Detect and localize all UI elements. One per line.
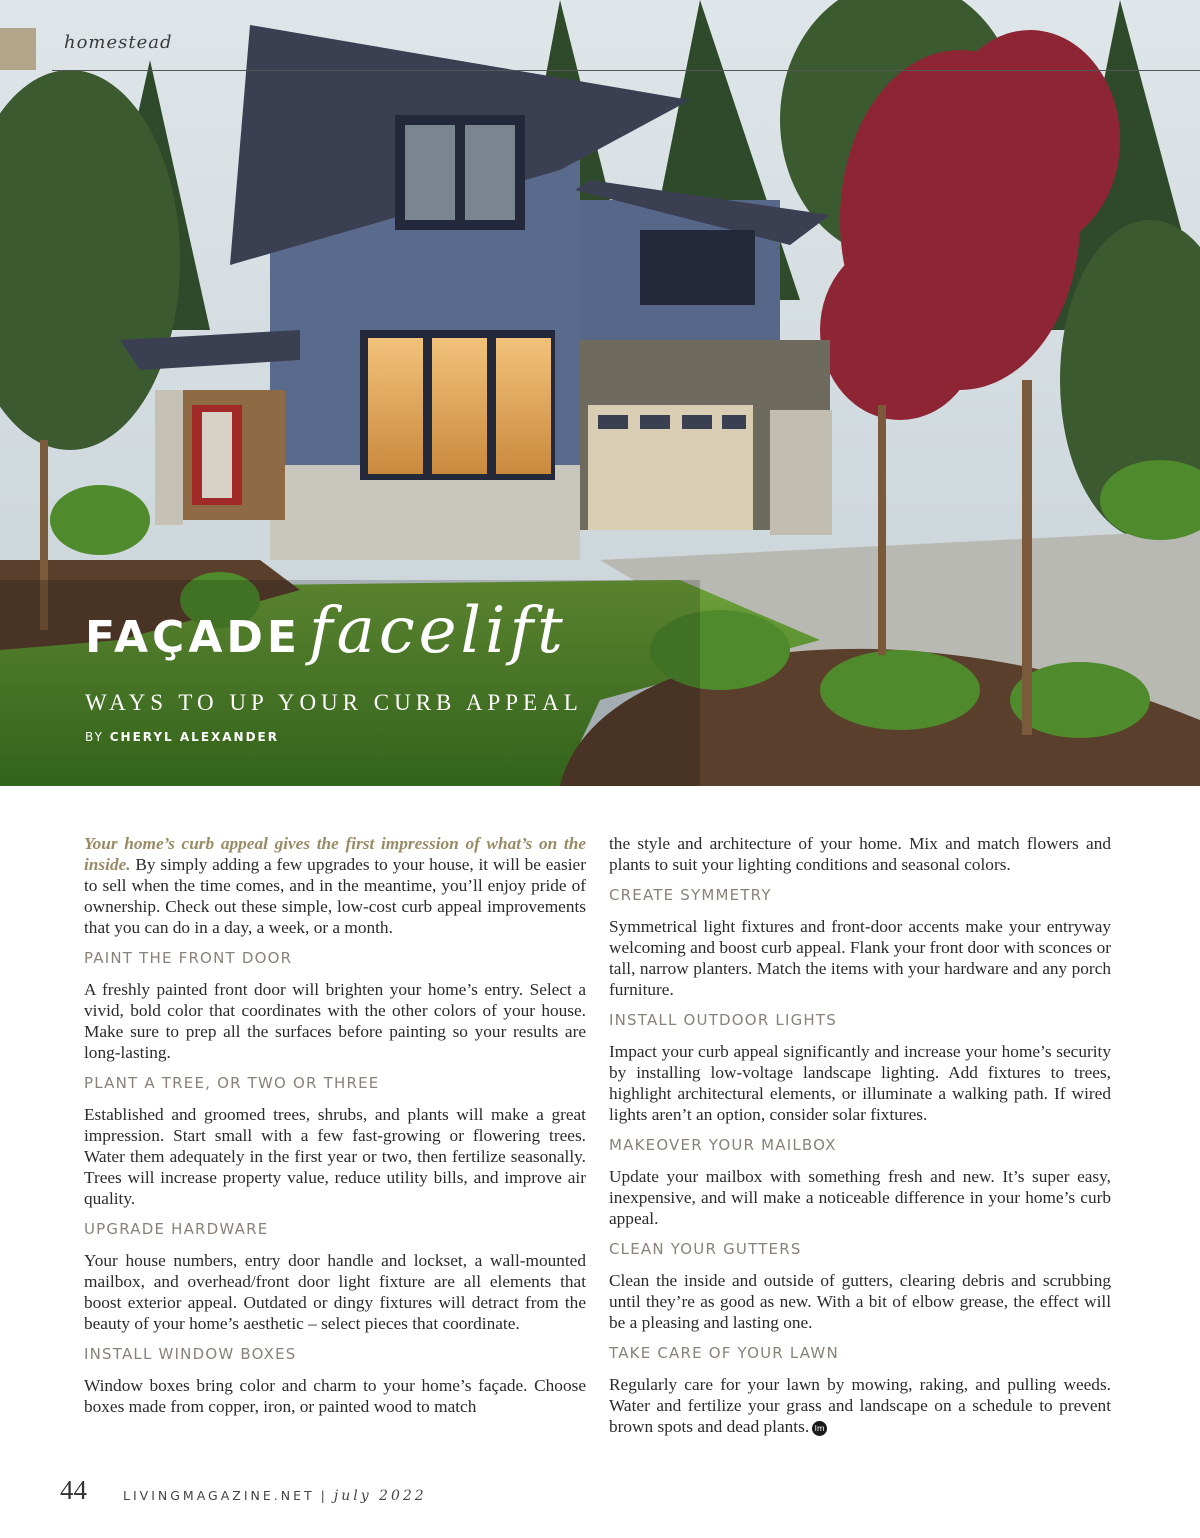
intro-body: By simply adding a few upgrades to your house, it will be easier to sell when the time comes, and in the meantime, you’ll enjoy pride of ownership. Check out these simple, low-cost curb appeal improvements that you can do in a day, a week, or a month. xyxy=(84,855,586,937)
body-paint-door: A freshly painted front door will brighten your home’s entry. Select a vivid, bold color that coordinates with the other colors of your house. Make sure to prep all the surfaces before painting so your results are long-lasting. xyxy=(84,980,586,1062)
footer-separator: | xyxy=(320,1488,328,1503)
body-window-boxes-part2: the style and architecture of your home. Mix and match flowers and plants to suit your lighting conditions and seasonal colors. xyxy=(609,834,1111,874)
end-mark-icon: lm xyxy=(812,1421,827,1436)
subhead-lawn: TAKE CARE OF YOUR LAWN xyxy=(609,1344,839,1362)
body-gutters: Clean the inside and outside of gutters, clearing debris and scrubbing until they’re as good as new. With a bit of elbow grease, the effect will be a pleasing and lasting one. xyxy=(609,1271,1111,1332)
header-rule xyxy=(52,70,1200,71)
body-lawn-text: Regularly care for your lawn by mowing, raking, and pulling weeds. Water and fertilize your grass and landscape on a schedule to prevent brown spots and dead plants. xyxy=(609,1375,1111,1436)
footer-issue-date: july 2022 xyxy=(333,1488,427,1504)
subhead-window-boxes: INSTALL WINDOW BOXES xyxy=(84,1345,297,1363)
subhead-outdoor-lights: INSTALL OUTDOOR LIGHTS xyxy=(609,1011,837,1029)
subhead-plant-tree: PLANT A TREE, OR TWO OR THREE xyxy=(84,1074,380,1092)
section-tab xyxy=(0,28,36,70)
byline-prefix: BY xyxy=(85,730,104,744)
subhead-create-symmetry: CREATE SYMMETRY xyxy=(609,886,772,904)
intro-lead: Your home’s curb appeal gives the first impression of what’s on the inside. xyxy=(84,834,586,874)
subhead-mailbox: MAKEOVER YOUR MAILBOX xyxy=(609,1136,837,1154)
article-deck: WAYS TO UP YOUR CURB APPEAL xyxy=(85,690,583,715)
article-title xyxy=(85,594,567,668)
section-label: homestead xyxy=(64,32,173,53)
article-column-left xyxy=(84,833,586,1427)
body-lawn xyxy=(609,1374,1111,1437)
body-outdoor-lights: Impact your curb appeal significantly and increase your home’s security by installing low-voltage landscape lighting. Add fixtures to trees, highlight architectural elements, or illuminate a walking path. If wired lights aren’t an option, consider solar fixtures. xyxy=(609,1042,1111,1124)
subhead-upgrade-hardware: UPGRADE HARDWARE xyxy=(84,1220,269,1238)
byline-author: CHERYL ALEXANDER xyxy=(109,730,279,744)
body-window-boxes-part1: Window boxes bring color and charm to your home’s façade. Choose boxes made from copper, iron, or painted wood to match xyxy=(84,1376,586,1416)
body-plant-tree: Established and groomed trees, shrubs, and plants will make a great impression. Start small with a few fast-growing or flowering trees. Water them adequately in the first year or two, then fertilize seasonally. Trees will increase property value, reduce utility bills, and improve air quality. xyxy=(84,1105,586,1208)
subhead-paint-door: PAINT THE FRONT DOOR xyxy=(84,949,293,967)
footer-site: LIVINGMAGAZINE.NET xyxy=(123,1488,315,1503)
footer-line xyxy=(123,1488,427,1504)
subhead-gutters: CLEAN YOUR GUTTERS xyxy=(609,1240,802,1258)
article-column-right xyxy=(609,833,1111,1447)
byline xyxy=(85,730,279,744)
body-create-symmetry: Symmetrical light fixtures and front-door accents make your entryway welcoming and boost curb appeal. Flank your front door with sconces or tall, narrow planters. Match the items with your hardware and any porch furniture. xyxy=(609,917,1112,999)
body-upgrade-hardware: Your house numbers, entry door handle and lockset, a wall-mounted mailbox, and overhead/front door light fixture are all elements that boost exterior appeal. Outdated or dingy fixtures will detract from the beauty of your home’s aesthetic – select pieces that coordinate. xyxy=(84,1251,586,1333)
intro-paragraph xyxy=(84,833,586,938)
title-script: facelift xyxy=(308,594,567,668)
title-bold: FAÇADE xyxy=(85,612,301,663)
body-mailbox: Update your mailbox with something fresh and new. It’s super easy, inexpensive, and will make a noticeable difference in your home’s curb appeal. xyxy=(609,1167,1111,1228)
page-number: 44 xyxy=(60,1475,87,1505)
